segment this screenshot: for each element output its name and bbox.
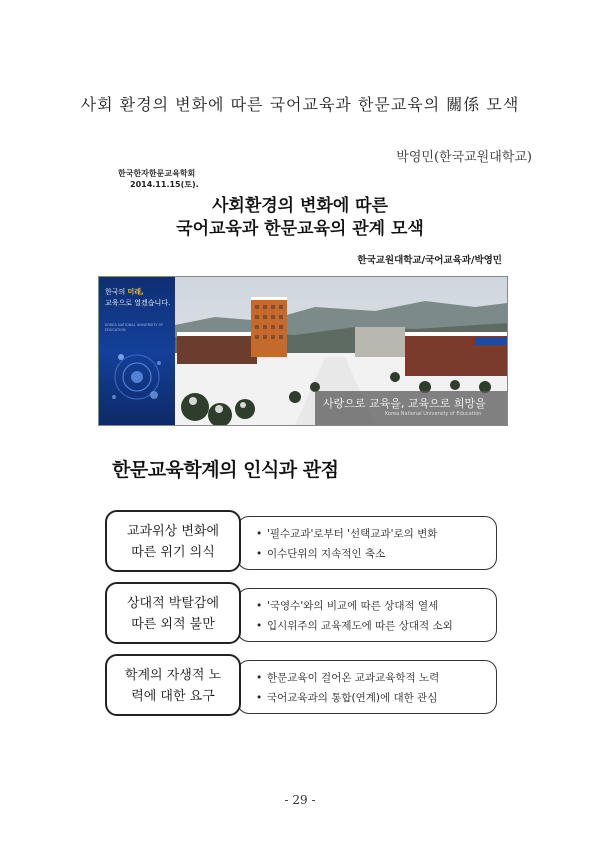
row-label-line2: 따른 위기 의식 xyxy=(131,545,215,560)
slogan-highlight: 미래, xyxy=(127,288,144,296)
perception-row xyxy=(105,582,497,646)
slogan-line2: 교육으로 열겠습니다. xyxy=(105,299,171,307)
bullet-item: • '필수교과'로부터 '선택교과'로의 변화 xyxy=(256,524,437,544)
row-label-box xyxy=(105,654,241,716)
row-label-line1: 교과위상 변화에 xyxy=(126,524,220,539)
row-label-box xyxy=(105,510,241,572)
conference-name: 한국한자한문교육학회 xyxy=(118,169,196,178)
row-description-box xyxy=(237,588,497,642)
row-description-box xyxy=(237,516,497,570)
bullet-item: • 입시위주의 교육제도에 따른 상대적 소외 xyxy=(256,616,453,636)
slide-title-line2: 국어교육과 한문교육의 관계 모색 xyxy=(176,219,424,239)
conference-date: 2014.11.15(토). xyxy=(130,180,199,189)
row-label-line1: 학계의 자생적 노 xyxy=(124,668,222,683)
row-label-box xyxy=(105,582,241,644)
bullet-item: • 한문교육이 걸어온 교과교육학적 노력 xyxy=(256,668,439,688)
row-description-box xyxy=(237,660,497,714)
row-label-line2: 따른 외적 불만 xyxy=(131,617,215,632)
university-banner xyxy=(98,276,508,426)
page-number: - 29 - xyxy=(284,793,316,807)
slide-meta xyxy=(118,168,199,190)
bullet-item: • 이수단위의 지속적인 축소 xyxy=(256,544,437,564)
banner-caption xyxy=(315,391,507,425)
slide-affiliation: 한국교원대학교/국어교육과/박영민 xyxy=(357,255,502,266)
decorative-circles-icon xyxy=(99,277,175,425)
row-label-line2: 력에 대한 요구 xyxy=(131,689,215,704)
bullet-item: • 국어교육과의 통합(연계)에 대한 관심 xyxy=(256,688,439,708)
row-label-line1: 상대적 박탈감에 xyxy=(126,596,220,611)
author-line: 박영민(한국교원대학교) xyxy=(396,150,532,165)
slogan-prefix: 한국의 xyxy=(105,288,128,296)
slide-title-line1: 사회환경의 변화에 따른 xyxy=(211,196,389,216)
document-title: 사회 환경의 변화에 따른 국어교육과 한문교육의 關係 모색 xyxy=(80,95,520,114)
banner-caption-sub: Korea National University of Education xyxy=(385,411,482,417)
banner-left-panel xyxy=(99,277,175,425)
section-heading: 한문교육학계의 인식과 관점 xyxy=(112,459,339,481)
banner-caption-main: 사랑으로 교육을, 교육으로 희망을 xyxy=(323,397,486,410)
bullet-item: • '국영수'와의 비교에 따른 상대적 열세 xyxy=(256,596,453,616)
banner-small-text: KOREA NATIONAL UNIVERSITY OF EDUCATION xyxy=(105,323,164,332)
perception-row xyxy=(105,654,497,718)
perception-row xyxy=(105,510,497,574)
